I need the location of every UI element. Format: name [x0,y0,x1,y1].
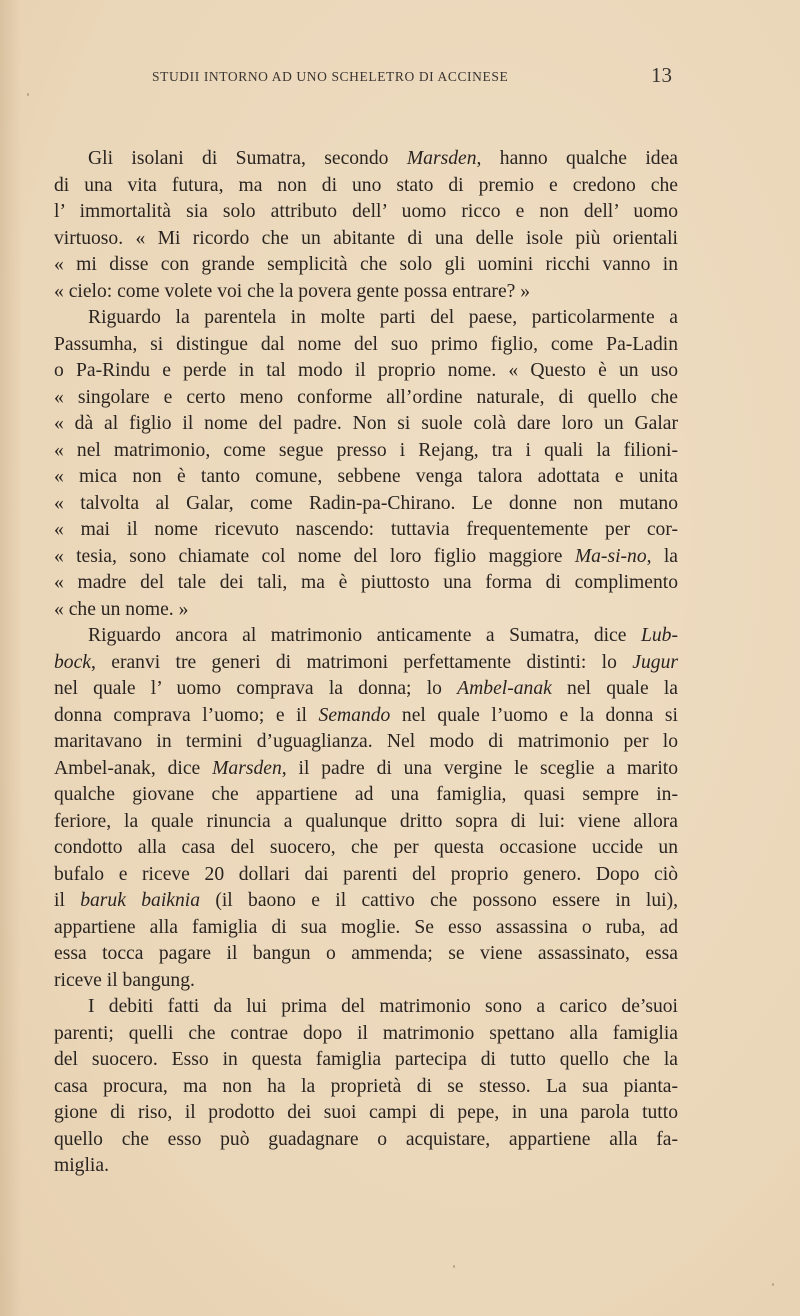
paragraph [54,146,678,305]
text-run: casa procura, ma non ha la proprietà di se stesso. La sua pianta- [54,1075,678,1097]
text-line [54,1100,678,1127]
text-run: « dà al figlio il nome del padre. Non si suole colà dare loro un Galar [54,413,678,434]
text-run: « cielo: come volete voi che la povera gente possa entrare? » [54,280,531,302]
italic-term: Ma-si-no [574,545,647,567]
text-run: « mica non è tanto comune, sebbene venga talora adottata e unita [54,466,678,487]
text-run: , il padre di una vergine le sceglie a marito [281,757,678,779]
text-line [54,809,678,836]
text-run: « che un nome. » [54,598,189,620]
text-line [54,305,678,332]
italic-term: Lub- [640,625,678,646]
text-line [54,862,678,889]
text-line [54,279,678,306]
text-line [54,438,678,465]
text-line [54,411,678,438]
text-run: feriore, la quale rinuncia a qualunque dritto sopra di lui: viene allora [54,810,678,832]
text-run: il [54,890,81,911]
paragraph [54,305,678,623]
running-title: STUDII INTORNO AD UNO SCHELETRO DI ACCINESE [152,69,509,84]
text-run: bufalo e riceve 20 dollari dai parenti del proprio genero. Dopo ciò [54,863,678,885]
text-line [54,385,678,412]
paper-speck [453,1265,455,1268]
text-run: « talvolta al Galar, come Radin-pa-Chirano. Le donne non mutano [54,492,678,514]
text-run: I debiti fatti da lui prima del matrimonio sono a carico de’suoi [88,996,678,1017]
text-run: Gli isolani di Sumatra, secondo [88,148,407,169]
text-run: « singolare e certo meno conforme all’ordine naturale, di quello che [54,386,678,408]
italic-term: Semando [318,704,391,726]
text-run: Passumha, si distingue dal nome del suo primo figlio, come Pa-Ladin [54,333,678,355]
text-run: « tesia, sono chiamate col nome del loro figlio maggiore [54,545,575,567]
text-line [54,676,678,703]
text-run: nel quale l’ uomo comprava la donna; lo [54,678,458,699]
text-line [54,146,678,173]
text-line [54,729,678,756]
text-line [54,1047,678,1074]
text-line [54,915,678,942]
text-run: miglia. [54,1155,109,1176]
body-text [54,146,678,1180]
text-line [54,252,678,279]
text-line [54,968,678,995]
text-run: , la [646,545,679,567]
page-number: 13 [651,63,672,87]
text-line [54,703,678,730]
text-run: (il baono e il cattivo che possono essere in lui), [200,890,678,911]
text-line [54,994,678,1021]
italic-term: Ambel-anak [457,678,552,699]
text-run: Ambel-anak, dice [54,757,213,779]
text-run: riceve il bangung. [54,969,195,991]
text-line [54,332,678,359]
italic-term: baruk baiknia [80,890,201,911]
text-run: maritavano in termini d’uguaglianza. Nel modo di matrimonio per lo [54,731,678,752]
text-run: Riguardo ancora al matrimonio anticamente a Sumatra, dice [88,625,641,646]
italic-term: Marsden [406,148,477,169]
text-line [54,1074,678,1101]
paper-speck [772,1283,774,1286]
text-run: di una vita futura, ma non di uno stato di premio e credono che [54,174,678,196]
running-head [0,61,800,91]
text-line [54,835,678,862]
text-line [54,597,678,624]
text-line [54,199,678,226]
text-run: , hanno qualche idea [476,148,678,169]
text-run: donna comprava l’uomo; e il [54,704,319,726]
text-run: nel quale la [551,678,678,699]
paragraph [54,623,678,994]
text-run: condotto alla casa del suocero, che per questa occasione uccide un [54,837,678,858]
text-run: qualche giovane che appartiene ad una famiglia, quasi sempre in- [54,784,678,805]
text-run: nel quale l’uomo e la donna si [390,704,678,726]
text-line [54,358,678,385]
italic-term: bock [54,651,91,673]
text-line [54,570,678,597]
paragraph [54,994,678,1180]
text-run: quello che esso può guadagnare o acquistare, appartiene alla fa- [54,1128,678,1150]
text-line [54,756,678,783]
text-line [54,782,678,809]
text-run: virtuoso. « Mi ricordo che un abitante di una delle isole più orientali [54,227,678,249]
text-run: essa tocca pagare il bangun o ammenda; se viene assassinato, essa [54,943,678,964]
text-run: l’ immortalità sia solo attributo dell’ uomo ricco e non dell’ uomo [54,201,678,222]
text-run: « nel matrimonio, come segue presso i Rejang, tra i quali la filioni- [54,439,678,461]
text-line [54,173,678,200]
text-run: , eranvi tre generi di matrimoni perfettamente distinti: lo [91,651,633,673]
text-line [54,650,678,677]
text-line [54,888,678,915]
text-run: Riguardo la parentela in molte parti del paese, particolarmente a [88,307,678,328]
text-line [54,941,678,968]
text-line [54,464,678,491]
text-line [54,544,678,571]
text-line [54,1153,678,1180]
paper-speck [27,93,29,96]
text-run: parenti; quelli che contrae dopo il matrimonio spettano alla famiglia [54,1022,678,1044]
text-line [54,517,678,544]
text-run: appartiene alla famiglia di sua moglie. Se esso assassina o ruba, ad [54,916,678,938]
text-line [54,1021,678,1048]
text-run: o Pa-Rindu e perde in tal modo il proprio nome. « Questo è un uso [54,360,678,381]
italic-term: Marsden [212,757,282,779]
text-run: del suocero. Esso in questa famiglia partecipa di tutto quello che la [54,1049,678,1070]
text-run: « madre del tale dei tali, ma è piuttosto una forma di complimento [54,572,678,593]
text-line [54,1127,678,1154]
italic-term: Jugur [632,651,678,673]
text-run: « mi disse con grande semplicità che solo gli uomini ricchi vanno in [54,254,678,275]
text-line [54,226,678,253]
text-line [54,491,678,518]
text-run: gione di riso, il prodotto dei suoi campi di pepe, in una parola tutto [54,1102,678,1123]
text-line [54,623,678,650]
text-run: « mai il nome ricevuto nascendo: tuttavia frequentemente per cor- [54,519,678,540]
